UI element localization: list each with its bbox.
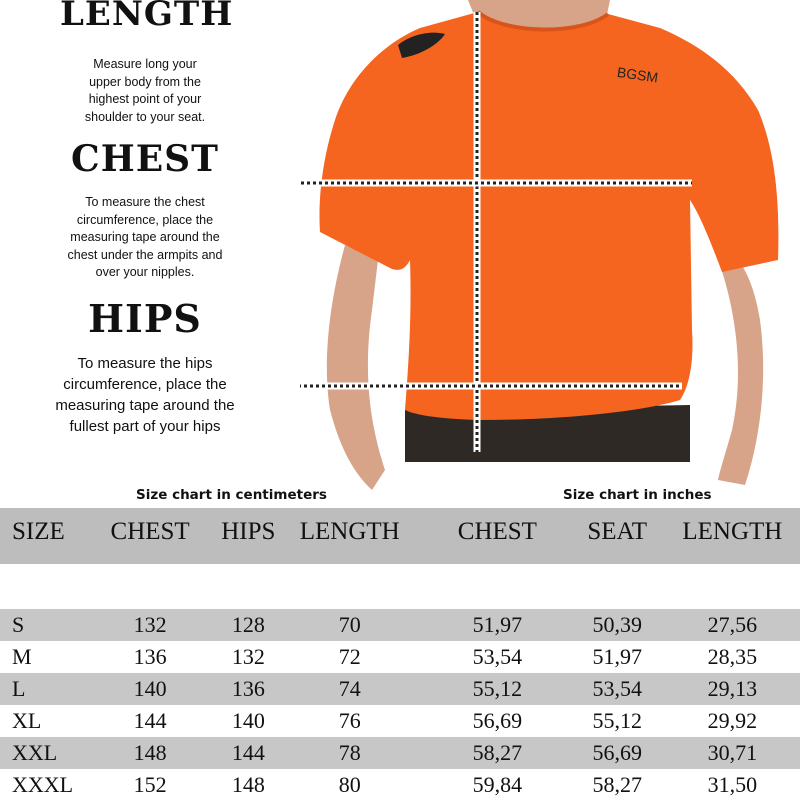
chest-line: measuring tape around the [70,230,220,244]
hips-description [20,353,270,437]
length-heading: LENGTH [60,0,234,34]
length-cm-cell: 78 [338,740,361,765]
seat-in-cell: 53,54 [592,676,642,701]
header-gap [411,508,425,564]
hips-cm-cell: 136 [231,676,265,701]
table-row [0,641,800,673]
length-line: highest point of your [88,92,202,106]
hips-cm-cell: 140 [231,708,265,733]
chest-cm-cell: 140 [133,676,167,701]
length-cm-cell: 74 [338,676,361,701]
header-chest-in: CHEST [457,518,537,545]
size-cell: L [12,676,26,701]
seat-in-cell: 55,12 [592,708,642,733]
hips-line: measuring tape around the [55,397,235,414]
header-length-in: LENGTH [682,518,783,545]
table-spacer [0,564,800,609]
length-in-cell: 28,35 [707,644,758,669]
length-in-cell: 29,92 [707,708,758,733]
chest-line: To measure the chest [85,195,205,209]
header-size: SIZE [12,518,65,545]
size-cell: S [12,612,25,637]
length-in-cell: 31,50 [707,772,758,797]
table-row [0,737,800,769]
shirt-model-photo [300,0,800,490]
chest-cm-cell: 148 [133,740,167,765]
chest-in-cell: 53,54 [472,644,523,669]
seat-in-cell: 51,97 [592,644,642,669]
header-length-cm: LENGTH [299,518,400,545]
caption-centimeters: Size chart in centimeters [136,487,327,503]
length-cm-cell: 76 [338,708,361,733]
length-line: shoulder to your seat. [84,109,206,124]
length-cm-cell: 70 [338,612,361,637]
shirt [320,12,779,420]
hips-cm-cell: 144 [231,740,265,765]
brand-print: BGSM [616,63,660,86]
chest-cm-cell: 144 [133,708,167,733]
size-chart-table [0,508,800,801]
hips-cm-cell: 148 [231,772,265,797]
size-cell: M [12,644,32,669]
length-line: Measure long your [93,57,197,71]
header-seat-in: SEAT [587,518,648,545]
chest-in-cell: 55,12 [472,676,523,701]
length-in-cell: 27,56 [707,612,758,637]
chest-cm-cell: 136 [133,644,167,669]
seat-in-cell: 50,39 [592,612,642,637]
chest-heading: CHEST [71,138,219,180]
seat-in-cell: 56,69 [592,740,642,765]
hips-line: To measure the hips [77,355,213,372]
chest-in-cell: 58,27 [472,740,523,765]
chest-description [30,194,260,282]
hips-heading: HIPS [88,296,202,341]
header-hips-cm: HIPS [221,518,276,545]
size-cell: XL [12,708,42,733]
caption-inches: Size chart in inches [563,487,712,503]
chest-line: circumference, place the [76,212,214,227]
left-arm [327,245,385,490]
length-in-cell: 30,71 [707,740,758,765]
chest-cm-cell: 152 [133,772,167,797]
hips-cm-cell: 132 [231,644,265,669]
size-cell: XXXL [12,772,74,797]
table-header-row [0,508,800,564]
chest-line: over your nipples. [95,265,195,279]
seat-in-cell: 58,27 [592,772,642,797]
length-description [40,56,250,126]
chest-line: chest under the armpits and [67,247,223,262]
hips-line: fullest part of your hips [69,418,221,435]
right-arm [718,262,763,485]
length-cm-cell: 72 [338,644,361,669]
chest-in-cell: 51,97 [472,612,523,637]
length-line: upper body from the [89,74,201,89]
header-chest-cm: CHEST [110,518,190,545]
table-row [0,609,800,641]
length-cm-cell: 80 [338,772,361,797]
table-row [0,769,800,801]
table-row [0,673,800,705]
chest-in-cell: 56,69 [472,708,523,733]
table-row [0,705,800,737]
hips-line: circumference, place the [63,376,227,393]
length-in-cell: 29,13 [707,676,758,701]
hips-cm-cell: 128 [231,612,265,637]
size-cell: XXL [12,740,58,765]
chest-in-cell: 59,84 [472,772,523,797]
chest-cm-cell: 132 [133,612,167,637]
